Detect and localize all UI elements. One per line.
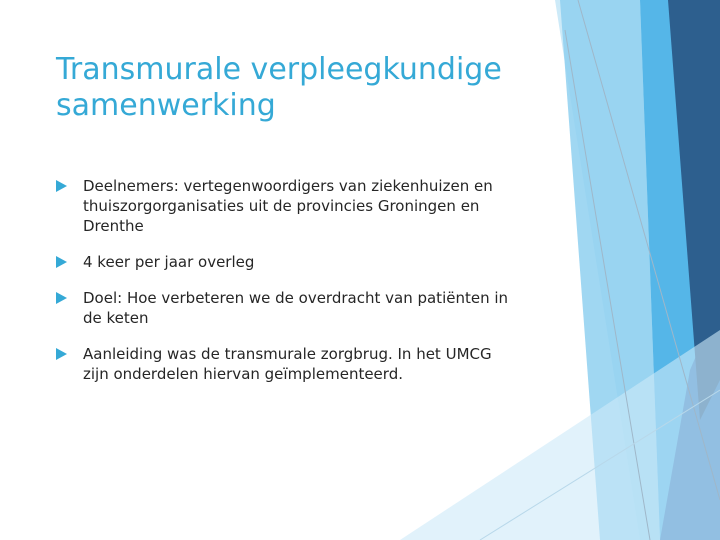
bullet-text-line: Deelnemers: vertegenwoordigers van ziekenhuizen en [83, 177, 493, 195]
title-line: Transmurale verpleegkundige [56, 52, 502, 87]
triangle-right-icon [56, 180, 67, 192]
bullet-text-line: thuiszorgorganisaties uit de provincies Groningen en [83, 197, 480, 215]
triangle-right-icon [56, 348, 67, 360]
bullet-list [56, 176, 556, 400]
bullet-item [56, 176, 556, 236]
bullet-text-line: zijn onderdelen hiervan geïmplementeerd. [83, 365, 403, 383]
bullet-text-line: Doel: Hoe verbeteren we de overdracht van patiënten in [83, 289, 509, 307]
bullet-text-line: 4 keer per jaar overleg [83, 253, 255, 271]
bullet-text-line: Drenthe [83, 217, 144, 235]
bullet-item [56, 252, 556, 272]
bullet-text-line: de keten [83, 309, 149, 327]
triangle-right-icon [56, 256, 67, 268]
bullet-text-line: Aanleiding was de transmurale zorgbrug. In het UMCG [83, 345, 492, 363]
triangle-right-icon [56, 292, 67, 304]
bullet-item [56, 288, 556, 328]
slide-title [56, 52, 576, 124]
bullet-item [56, 344, 556, 384]
title-line: samenwerking [56, 88, 276, 123]
